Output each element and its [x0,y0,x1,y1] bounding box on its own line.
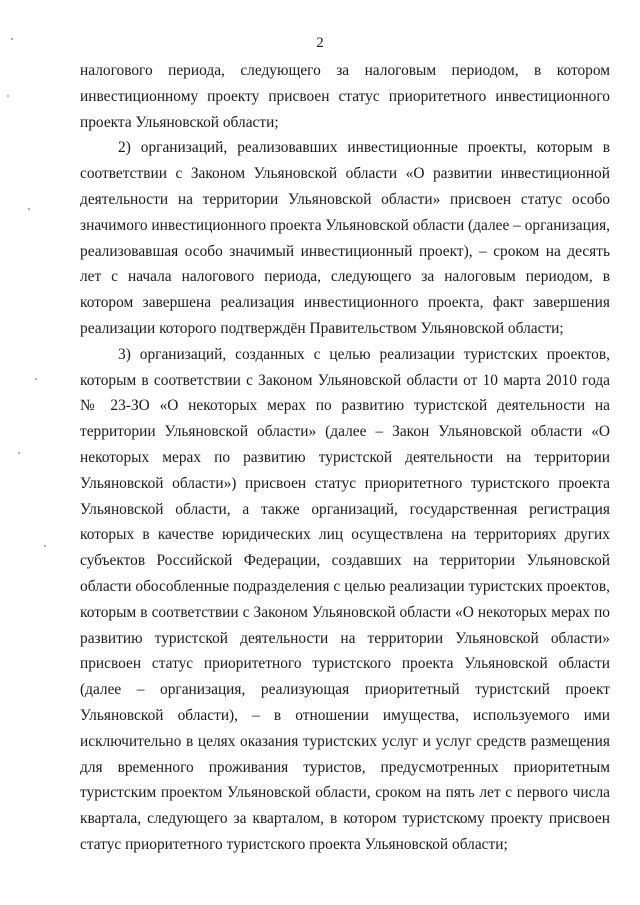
scan-speck [11,38,13,40]
paragraph-item-2: 2) организаций, реализовавших инвестиционные проекты, которым в соответствии с Законом Ульяновской области «О развитии инвестиционной деятельности на территории Ульяновской области» присвоен статус особо значимого инвестиционного проекта Ульяновской области (далее – организация, реализовавшая особо значимый инвестиционный проект), – сроком на десять лет с начала налогового периода, следующего за налоговым периодом, в котором завершена реализация инвестиционного проекта, факт завершения реализации которого подтверждён Правительством Ульяновской области; [80,139,611,337]
scan-speck [18,452,20,454]
page-number: 2 [316,35,324,51]
document-body [80,58,610,858]
scan-speck [7,95,9,97]
scan-speck [35,378,37,380]
scan-speck [44,545,46,547]
paragraph-item-3: 3) организаций, созданных с целью реализации туристских проектов, которым в соответствии с Законом Ульяновской области от 10 марта 2010 года № 23-ЗО «О некоторых мерах по развитию туристской деятельности на территории Ульяновской области» (далее – Закон Ульяновской области «О некоторых мерах по развитию туристской деятельности на территории Ульяновской области») присвоен статус приоритетного туристского проекта Ульяновской области, а также организаций, государственная регистрация которых в качестве юридических лиц осуществлена на территориях других субъектов Российской Федерации, создавших на территории Ульяновской области обособленные подразделения с целью реализации туристских проектов, которым в соответствии с Законом Ульяновской области «О некоторых мерах по развитию туристской деятельности на территории Ульяновской области» присвоен статус приоритетного туристского проекта Ульяновской области (далее – организация, реализующая приоритетный туристский проект Ульяновской области), – в отношении имущества, используемого ими исключительно в целях оказания туристских услуг и услуг средств размещения для временного проживания туристов, предусмотренных приоритетным туристским проектом Ульяновской области, сроком на пять лет с первого числа квартала, следующего за кварталом, в котором туристскому проекту присвоен статус приоритетного туристского проекта Ульяновской области; [80,345,610,853]
paragraph-continuation: налогового периода, следующего за налоговым периодом, в котором инвестиционному проекту присвоен статус приоритетного инвестиционного проекта Ульяновской области; [80,62,610,131]
scan-speck [28,208,30,210]
